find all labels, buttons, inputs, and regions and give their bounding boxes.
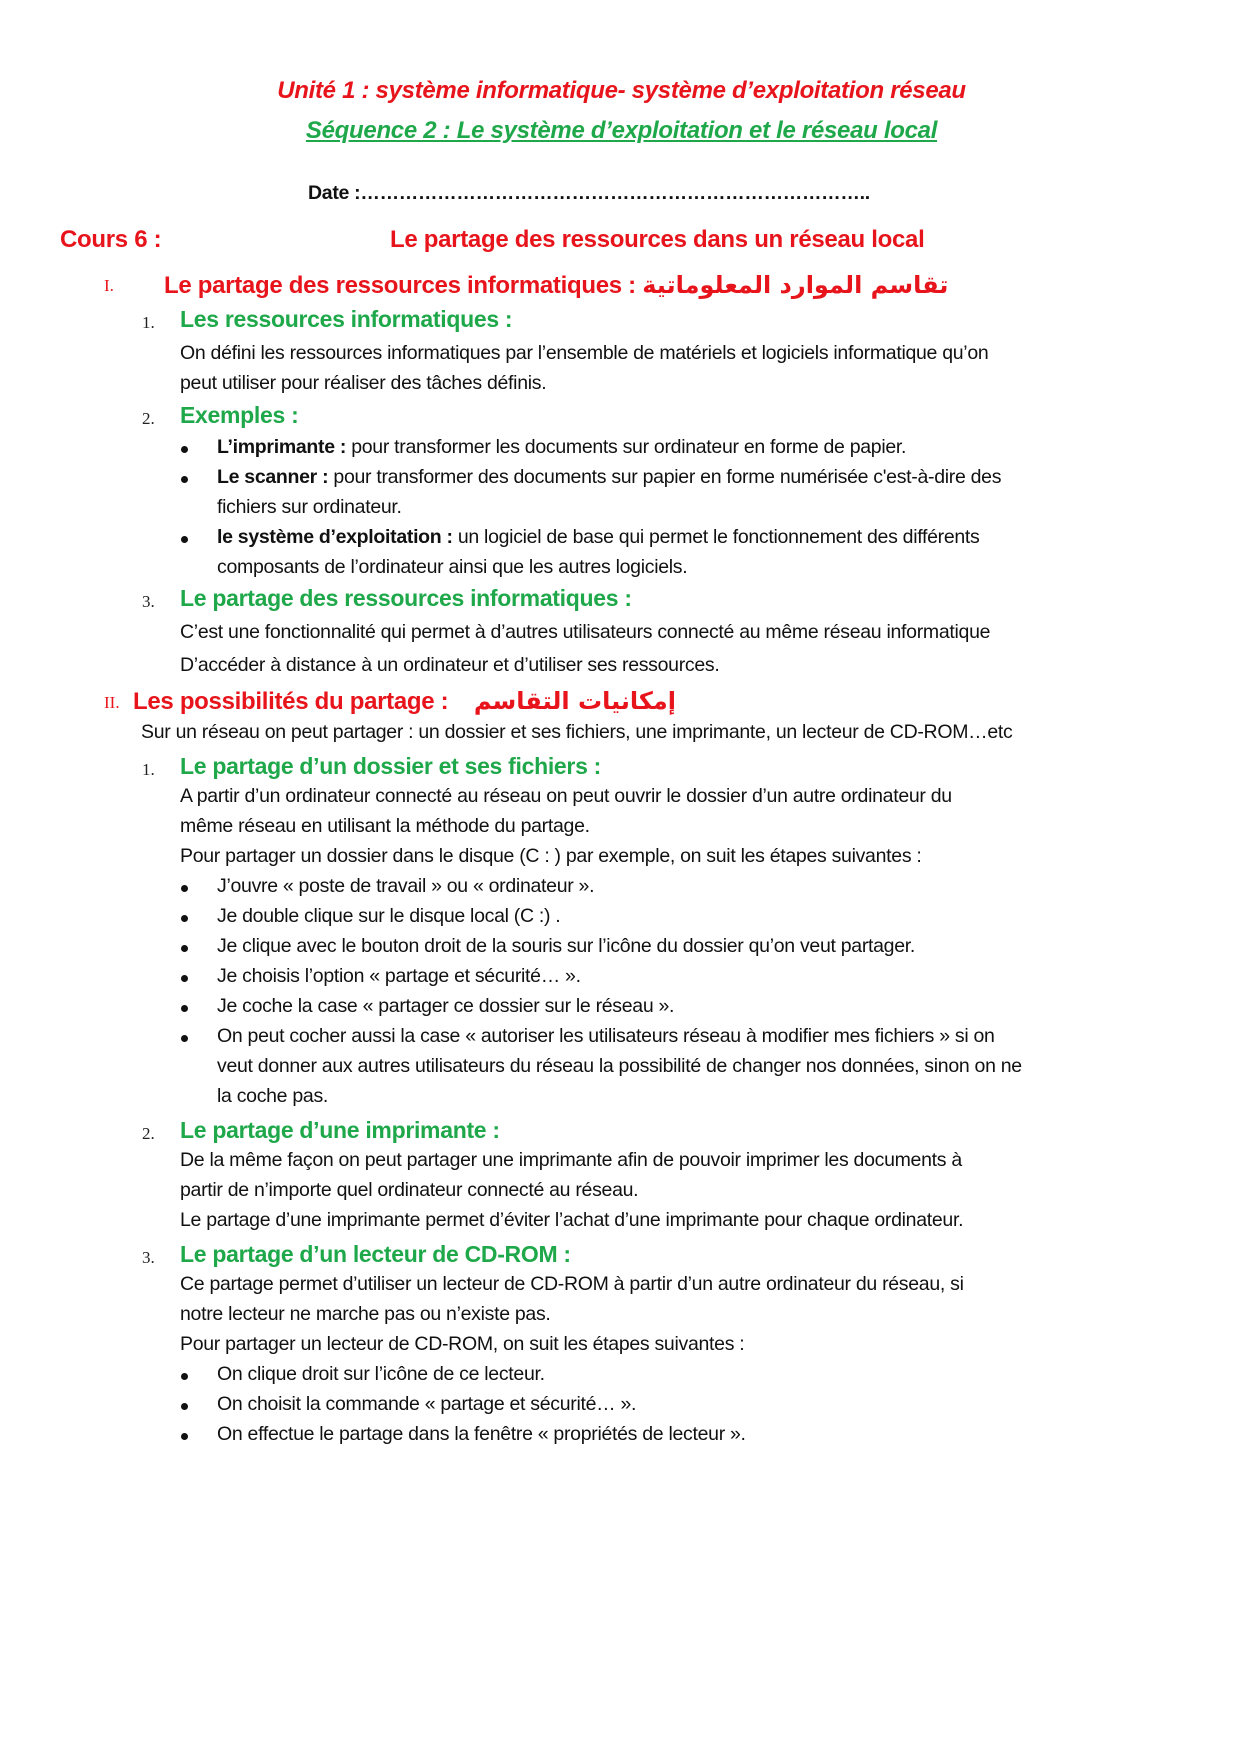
section-title [133, 687, 676, 716]
paragraph-line: De la même façon on peut partager une imprimante afin de pouvoir imprimer les documents à [180, 1149, 962, 1171]
bullet-icon [181, 536, 188, 543]
list-item-cont: veut donner aux autres utilisateurs du réseau la possibilité de changer nos données, sinon on ne [217, 1055, 1022, 1077]
list-item-cont: composants de l’ordinateur ainsi que les autres logiciels. [217, 556, 688, 578]
bullet-icon [181, 476, 188, 483]
list-item: le système d’exploitation : un logiciel de base qui permet le fonctionnement des différents [217, 526, 980, 548]
subsection-title: Le partage d’un dossier et ses fichiers : [180, 753, 602, 779]
list-item: On clique droit sur l’icône de ce lecteur. [217, 1363, 545, 1385]
subsection-number: 2. [142, 1124, 155, 1143]
list-item: Je coche la case « partager ce dossier sur le réseau ». [217, 995, 675, 1017]
section-title-fr: Le partage des ressources informatiques : [164, 272, 636, 299]
subsection-number: 3. [142, 1248, 155, 1267]
paragraph-line: Le partage d’une imprimante permet d’éviter l’achat d’une imprimante pour chaque ordinateur. [180, 1209, 964, 1231]
subsection-title: Le partage des ressources informatiques : [180, 585, 632, 611]
subsection-title: Les ressources informatiques : [180, 306, 513, 332]
unit-title: Unité 1 : système informatique- système d’exploitation réseau [277, 77, 966, 104]
bullet-icon [181, 885, 188, 892]
date-field: Date :…………………………………………………………………….. [308, 182, 870, 204]
bullet-icon [181, 446, 188, 453]
paragraph-line: D’accéder à distance à un ordinateur et d’utiliser ses ressources. [180, 654, 720, 676]
list-item: On choisit la commande « partage et sécurité… ». [217, 1393, 637, 1415]
subsection-title: Le partage d’une imprimante : [180, 1117, 500, 1143]
list-item: Le scanner : pour transformer des documents sur papier en forme numérisée c'est-à-dire des [217, 466, 1002, 488]
subsection-title: Le partage d’un lecteur de CD-ROM : [180, 1241, 571, 1267]
paragraph-line: On défini les ressources informatiques par l’ensemble de matériels et logiciels informatique qu’on [180, 342, 989, 364]
bullet-icon [181, 945, 188, 952]
section-title-ar: تقاسم الموارد المعلوماتية [642, 271, 949, 299]
paragraph-line: notre lecteur ne marche pas ou n’existe pas. [180, 1303, 551, 1325]
list-item: J’ouvre « poste de travail » ou « ordinateur ». [217, 875, 595, 897]
paragraph-line: Pour partager un lecteur de CD-ROM, on suit les étapes suivantes : [180, 1333, 745, 1355]
paragraph-line: A partir d’un ordinateur connecté au réseau on peut ouvrir le dossier d’un autre ordinateur du [180, 785, 952, 807]
bullet-icon [181, 1403, 188, 1410]
course-label: Cours 6 : [60, 226, 162, 253]
paragraph-line: Sur un réseau on peut partager : un dossier et ses fichiers, une imprimante, un lecteur de CD-ROM…etc [141, 721, 1013, 743]
list-item-cont: la coche pas. [217, 1085, 329, 1107]
section-title-ar: إمكانيات التقاسم [473, 687, 676, 715]
sequence-title: Séquence 2 : Le système d’exploitation et le réseau local [305, 117, 938, 144]
list-item-cont: fichiers sur ordinateur. [217, 496, 402, 518]
bullet-icon [181, 1005, 188, 1012]
paragraph-line: Pour partager un dossier dans le disque (C : ) par exemple, on suit les étapes suivantes : [180, 845, 922, 867]
list-item: L’imprimante : pour transformer les documents sur ordinateur en forme de papier. [217, 436, 907, 458]
subsection-number: 3. [142, 592, 155, 611]
section-title-fr: Les possibilités du partage : [133, 688, 449, 715]
subsection-number: 2. [142, 409, 155, 428]
bullet-icon [181, 975, 188, 982]
paragraph-line: même réseau en utilisant la méthode du partage. [180, 815, 590, 837]
subsection-number: 1. [142, 760, 155, 779]
paragraph-line: Ce partage permet d’utiliser un lecteur de CD-ROM à partir d’un autre ordinateur du réseau, si [180, 1273, 964, 1295]
subsection-title: Exemples : [180, 402, 299, 428]
list-item: Je double clique sur le disque local (C :) . [217, 905, 561, 927]
bullet-icon [181, 915, 188, 922]
subsection-number: 1. [142, 313, 155, 332]
section-number: II. [104, 693, 120, 712]
section-number: I. [104, 276, 114, 295]
list-item: On peut cocher aussi la case « autoriser les utilisateurs réseau à modifier mes fichiers » si on [217, 1025, 995, 1047]
paragraph-line: partir de n’importe quel ordinateur connecté au réseau. [180, 1179, 639, 1201]
paragraph-line: C’est une fonctionnalité qui permet à d’autres utilisateurs connecté au même réseau informatique [180, 621, 991, 643]
bullet-icon [181, 1433, 188, 1440]
section-title [164, 271, 948, 300]
list-item: Je choisis l’option « partage et sécurité… ». [217, 965, 581, 987]
bullet-icon [181, 1035, 188, 1042]
paragraph-line: peut utiliser pour réaliser des tâches définis. [180, 372, 547, 394]
list-item: Je clique avec le bouton droit de la souris sur l’icône du dossier qu’on veut partager. [217, 935, 916, 957]
list-item: On effectue le partage dans la fenêtre « propriétés de lecteur ». [217, 1423, 746, 1445]
course-title: Le partage des ressources dans un réseau local [390, 226, 925, 253]
bullet-icon [181, 1373, 188, 1380]
